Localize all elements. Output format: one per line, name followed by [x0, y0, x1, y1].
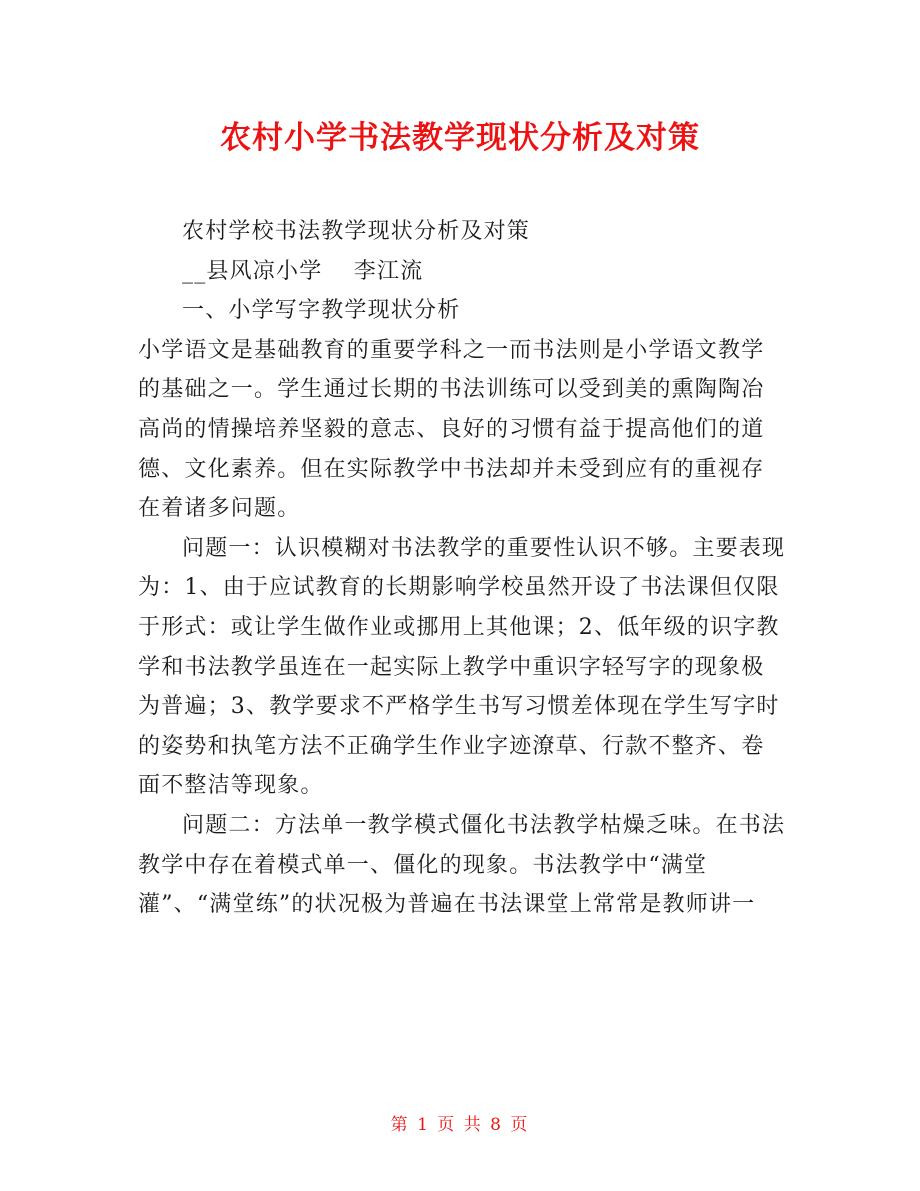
paragraph: 问题一：认识模糊对书法教学的重要性认识不够。主要表现为：1、由于应试教育的长期影响学校虽然开设了书法课但仅限于形式：或让学生做作业或挪用上其他课；2、低年级的识字教学和书法教学虽连在一起实际上教学中重识字轻写字的现象极为普遍；3、教学要求不严格学生书写习惯差体现在学生写字时的姿势和执笔方法不正确学生作业字迹潦草、行款不整齐、卷面不整洁等现象。 [138, 535, 786, 799]
paragraph: 问题二：方法单一教学模式僵化书法教学枯燥乏味。在书法教学中存在着模式单一、僵化的现象。书法教学中“满堂灌”、“满堂练”的状况极为普遍在书法课堂上常常是教师讲一 [138, 812, 786, 918]
section-heading: 一、小学写字教学现状分析 [182, 298, 461, 324]
author-line: __县风凉小学 李江流 [182, 258, 424, 284]
document-subtitle: 农村学校书法教学现状分析及对策 [182, 219, 531, 244]
document-title: 农村小学书法教学现状分析及对策 [220, 120, 700, 156]
paragraph: 小学语文是基础教育的重要学科之一而书法则是小学语文教学的基础之一。学生通过长期的书法训练可以受到美的熏陶陶冶高尚的情操培养坚毅的意志、良好的习惯有益于提高他们的道德、文化素养。但在实际教学中书法却并未受到应有的重视存在着诸多问题。 [138, 337, 765, 522]
page-number-footer: 第 1 页 共 8 页 [390, 1115, 530, 1135]
document-body [138, 212, 786, 925]
